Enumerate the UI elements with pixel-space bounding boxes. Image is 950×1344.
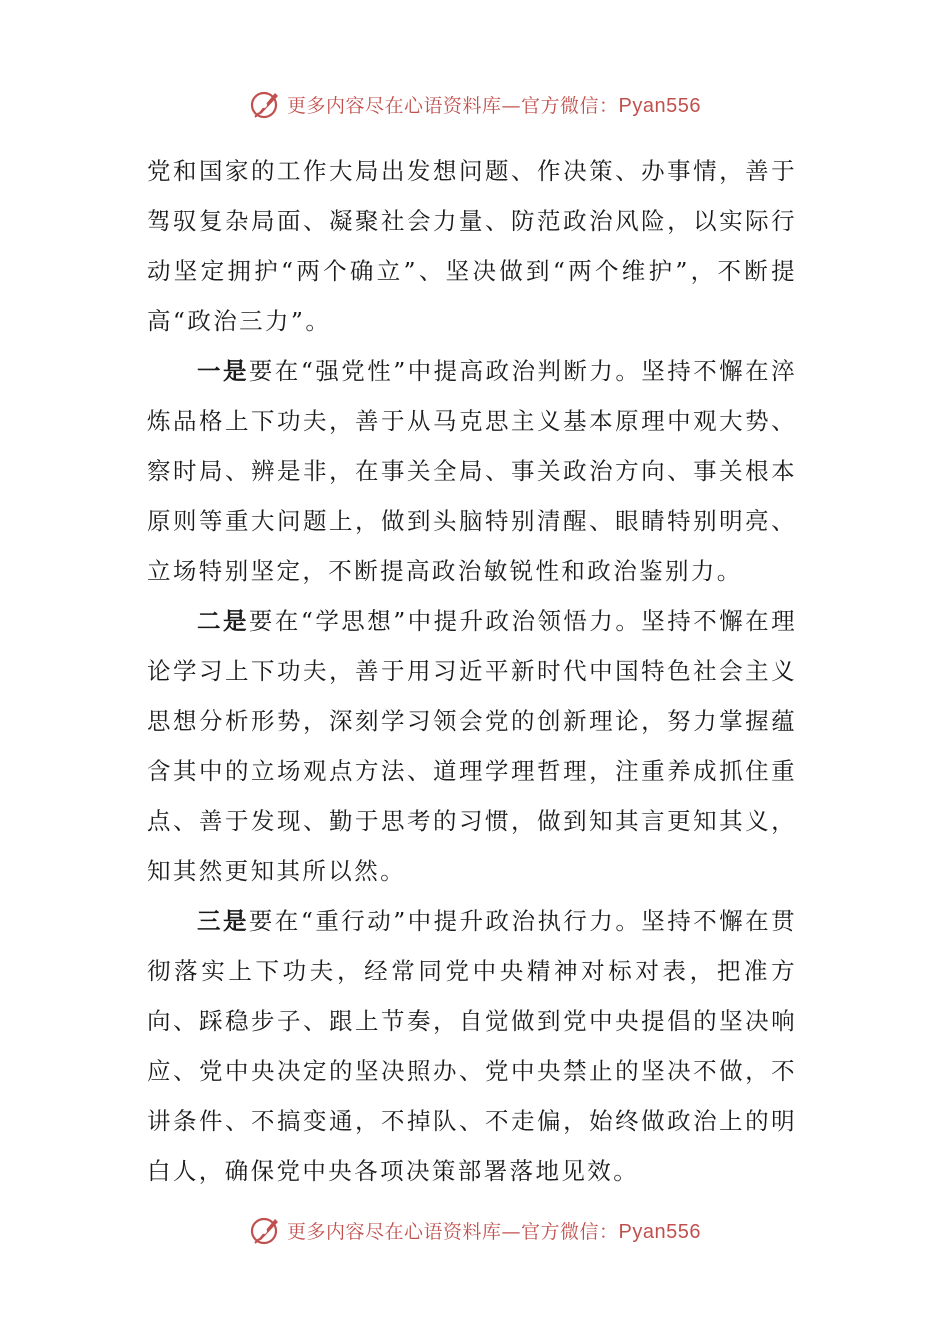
header-wechat-id: Pyan556 [618,94,701,117]
footer-wechat-id: Pyan556 [618,1220,701,1243]
point-paragraph-2 [147,596,797,896]
point-lead-2: 二是 [197,607,249,635]
quill-pen-circle-icon [249,1213,283,1247]
point-text-2: 要在“学思想”中提升政治领悟力。坚持不懈在理论学习上下功夫，善于用习近平新时代中国特色社会主义思想分析形势，深刻学习领会党的创新理论，努力掌握蕴含其中的立场观点方法、道理学理哲理，注重养成抓住重点、善于发现、勤于思考的习惯，做到知其言更知其义，知其然更知其所以然。 [147,607,797,885]
footer-banner [0,1210,950,1250]
header-banner-text: 更多内容尽在心语资料库—官方微信：Pyan556 [287,94,701,117]
point-lead-3: 三是 [197,907,249,935]
intro-paragraph: 党和国家的工作大局出发想问题、作决策、办事情，善于驾驭复杂局面、凝聚社会力量、防范政治风险，以实际行动坚定拥护“两个确立”、坚决做到“两个维护”，不断提高“政治三力”。 [147,157,797,335]
footer-banner-text: 更多内容尽在心语资料库—官方微信：Pyan556 [287,1220,701,1243]
point-text-3: 要在“重行动”中提升政治执行力。坚持不懈在贯彻落实上下功夫，经常同党中央精神对标对表，把准方向、踩稳步子、跟上节奏，自觉做到党中央提倡的坚决响应、党中央决定的坚决照办、党中央禁止的坚决不做，不讲条件、不搞变通，不掉队、不走偏，始终做政治上的明白人，确保党中央各项决策部署落地见效。 [147,907,797,1185]
quill-pen-circle-icon [249,87,283,121]
point-paragraph-1 [147,346,797,596]
header-banner [0,84,950,124]
point-text-1: 要在“强党性”中提高政治判断力。坚持不懈在淬炼品格上下功夫，善于从马克思主义基本原理中观大势、察时局、辨是非，在事关全局、事关政治方向、事关根本原则等重大问题上，做到头脑特别清醒、眼睛特别明亮、立场特别坚定，不断提高政治敏锐性和政治鉴别力。 [147,357,797,585]
point-lead-1: 一是 [197,357,249,385]
document-body [147,146,797,1196]
point-paragraph-3 [147,896,797,1196]
